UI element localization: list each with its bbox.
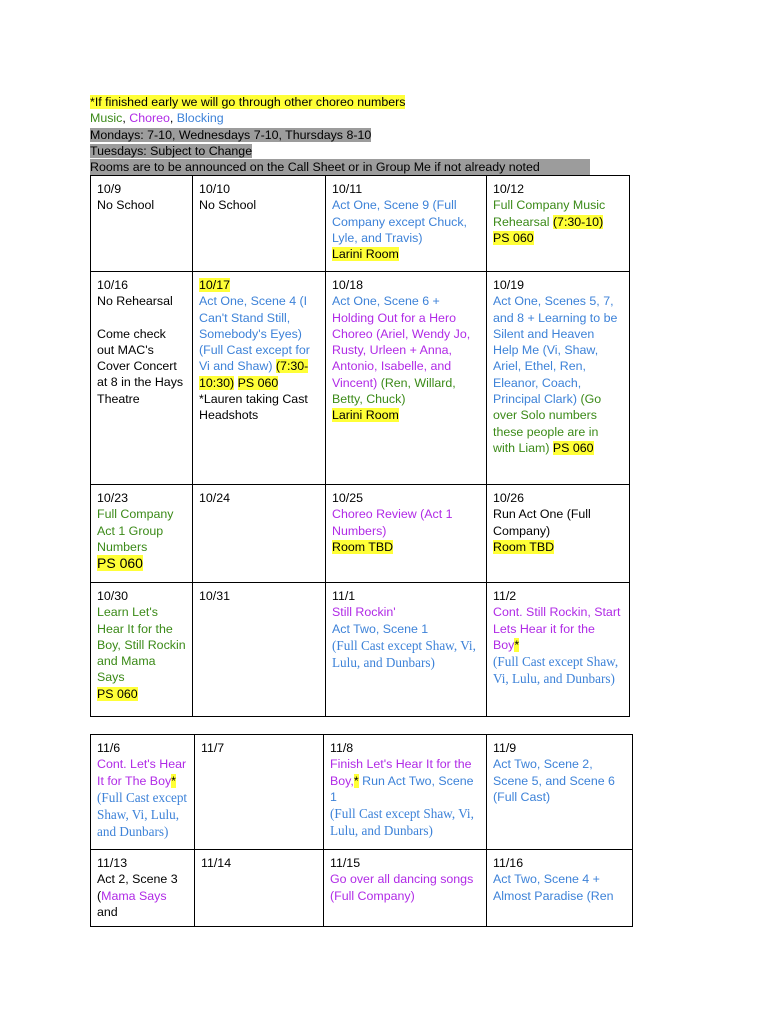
asterisk-marker: * xyxy=(171,773,176,788)
date-label: 10/19 xyxy=(493,278,525,292)
choreo-text: Choreo Review (Act 1 Numbers) xyxy=(332,507,453,538)
date-label: 11/2 xyxy=(493,589,517,603)
day-cell xyxy=(195,735,324,850)
blocking-text: Act Two, Scene 2, Scene 5, and Scene 6 (Full Cast) xyxy=(493,757,615,804)
day-cell xyxy=(326,485,487,583)
choreo-text: Mama Says xyxy=(101,888,167,903)
day-cell xyxy=(487,176,630,272)
day-cell xyxy=(91,850,195,927)
table-row xyxy=(91,735,633,850)
date-label: 11/15 xyxy=(330,856,361,870)
header-notes xyxy=(90,94,610,175)
day-cell xyxy=(487,272,630,485)
room-label: PS 060 xyxy=(237,375,279,390)
day-cell xyxy=(193,176,326,272)
legend-choreo: Choreo xyxy=(129,111,170,126)
color-legend xyxy=(90,110,610,126)
blocking-text: Act Two, Scene 4 + Almost Paradise (Ren xyxy=(493,872,614,903)
cast-note: (Full Cast except Shaw, Vi, Lulu, and Dunbars) xyxy=(493,654,619,687)
table-row xyxy=(91,583,630,717)
cell-text: No School xyxy=(97,198,155,213)
cell-text: No School xyxy=(199,198,257,213)
music-text: Full Company Music Rehearsal xyxy=(493,198,606,229)
date-label: 11/16 xyxy=(493,856,524,870)
choreo-text: Holding Out for a Hero Choreo (Ariel, Wendy Jo, Rusty, Urleen + Anna, Antonio, Isabelle, and Vincent) xyxy=(332,310,471,390)
date-label: 11/9 xyxy=(493,741,517,755)
day-cell xyxy=(193,583,326,717)
cell-text: Run Act One (Full Company) xyxy=(493,507,591,538)
room-label: Room TBD xyxy=(332,539,394,554)
music-text: Full Company Act 1 Group Numbers xyxy=(97,507,174,554)
date-label: 10/10 xyxy=(199,182,231,196)
day-cell xyxy=(91,176,193,272)
legend-separator: , xyxy=(122,111,130,126)
day-cell xyxy=(195,850,324,927)
day-cell xyxy=(193,272,326,485)
blocking-text: Act One, Scene 6 + xyxy=(332,294,440,309)
choreo-text: Finish Let's Hear It for the Boy, xyxy=(330,757,472,788)
time-label: (7:30-10:30) xyxy=(199,359,309,390)
day-cell xyxy=(91,583,193,717)
day-cell xyxy=(326,583,487,717)
choreo-text: Go over all dancing songs (Full Company) xyxy=(330,872,474,903)
weekly-schedule: Mondays: 7-10, Wednesdays 7-10, Thursdays 8-10 xyxy=(90,127,372,142)
day-cell xyxy=(326,176,487,272)
cell-text: *Lauren taking Cast Headshots xyxy=(199,392,308,423)
cell-text: Come check out MAC's Cover Concert at 8 in the Hays Theatre xyxy=(97,326,184,406)
table-row xyxy=(91,850,633,927)
day-cell xyxy=(91,272,193,485)
rooms-note: Rooms are to be announced on the Call Sheet or in Group Me if not already noted xyxy=(90,159,590,175)
date-label: 11/7 xyxy=(201,741,225,755)
legend-music: Music xyxy=(90,111,123,126)
blocking-text: Act One, Scene 9 (Full Company except Chuck, Lyle, and Travis) xyxy=(332,198,467,245)
early-finish-note: *If finished early we will go through other choreo numbers xyxy=(90,95,406,109)
music-text: (Ren, Willard, Betty, Chuck) xyxy=(332,375,456,407)
choreo-text: Cont. Still Rockin, Start Lets Hear it for the Boy xyxy=(493,605,621,652)
day-cell xyxy=(487,850,633,927)
day-cell xyxy=(91,735,195,850)
table-row xyxy=(91,272,630,485)
asterisk-marker: * xyxy=(353,773,359,788)
table-row xyxy=(91,485,630,583)
day-cell xyxy=(487,485,630,583)
room-label: Larini Room xyxy=(332,408,399,423)
day-cell xyxy=(193,485,326,583)
day-cell xyxy=(91,485,193,583)
date-label: 10/23 xyxy=(97,491,129,505)
legend-separator: , xyxy=(169,111,177,126)
date-label: 11/13 xyxy=(97,856,128,870)
legend-blocking: Blocking xyxy=(176,111,224,126)
date-label: 10/18 xyxy=(332,278,364,292)
room-label: PS 060 xyxy=(97,555,143,572)
room-label: PS 060 xyxy=(552,440,594,455)
date-label: 11/14 xyxy=(201,856,232,870)
choreo-text: Cont. Let's Hear It for The Boy xyxy=(97,757,187,788)
music-text: Learn Let's Hear It for the Boy, Still Rockin and Mama Says xyxy=(97,605,186,685)
table-row xyxy=(91,176,630,272)
cast-note: (Full Cast except Shaw, Vi, Lulu, and Dunbars) xyxy=(97,789,188,839)
date-label: 10/30 xyxy=(97,589,129,603)
date-label: 10/24 xyxy=(199,491,231,505)
calendar-table-october xyxy=(90,175,630,717)
blocking-text: Act One, Scenes 5, 7, and 8 + Learning to be Silent and Heaven Help Me (Vi, Shaw, Ariel, Ethel, Ren, Eleanor, Coach, Principal Clark) xyxy=(493,294,618,407)
choreo-text: Still Rockin' xyxy=(332,605,396,620)
date-label: 11/8 xyxy=(330,741,354,755)
day-cell xyxy=(324,850,487,927)
day-cell xyxy=(326,272,487,485)
room-label: PS 060 xyxy=(97,686,138,701)
day-cell xyxy=(324,735,487,850)
day-cell xyxy=(487,735,633,850)
room-label: PS 060 xyxy=(493,230,534,245)
date-label: 10/31 xyxy=(199,589,231,603)
date-label: 10/26 xyxy=(493,491,525,505)
cast-note: (Full Cast except Shaw, Vi, Lulu, and Dunbars) xyxy=(332,637,476,670)
time-label: (7:30-10) xyxy=(552,214,604,229)
cell-text: and xyxy=(97,904,118,919)
music-text: (Go over Solo numbers these people are in with Liam) xyxy=(493,392,602,455)
date-label: 10/25 xyxy=(332,491,364,505)
blocking-text: Act Two, Scene 1 xyxy=(332,621,429,636)
room-label: Room TBD xyxy=(493,539,555,554)
date-label: 10/17 xyxy=(199,278,231,292)
date-label: 11/1 xyxy=(332,589,356,603)
tuesdays-note: Tuesdays: Subject to Change xyxy=(90,143,253,158)
asterisk-marker: * xyxy=(514,637,520,652)
calendar-table-november xyxy=(90,734,633,927)
date-label: 10/11 xyxy=(332,182,363,196)
cell-text: Act 2, Scene 3 xyxy=(97,872,178,887)
date-label: 10/16 xyxy=(97,278,129,292)
cell-text: No Rehearsal xyxy=(97,294,173,309)
day-cell xyxy=(487,583,630,717)
open-paren: ( xyxy=(97,888,102,903)
cast-note: (Full Cast except Shaw, Vi, Lulu, and Dunbars) xyxy=(330,806,474,839)
date-label: 10/12 xyxy=(493,182,525,196)
blocking-text: Act One, Scene 4 (I Can't Stand Still, Somebody's Eyes) (Full Cast except for Vi and Shaw) xyxy=(199,294,310,374)
room-label: Larini Room xyxy=(332,247,399,262)
date-label: 10/9 xyxy=(97,182,122,196)
date-label: 11/6 xyxy=(97,741,121,755)
blocking-text: Run Act Two, Scene 1 xyxy=(330,773,474,804)
